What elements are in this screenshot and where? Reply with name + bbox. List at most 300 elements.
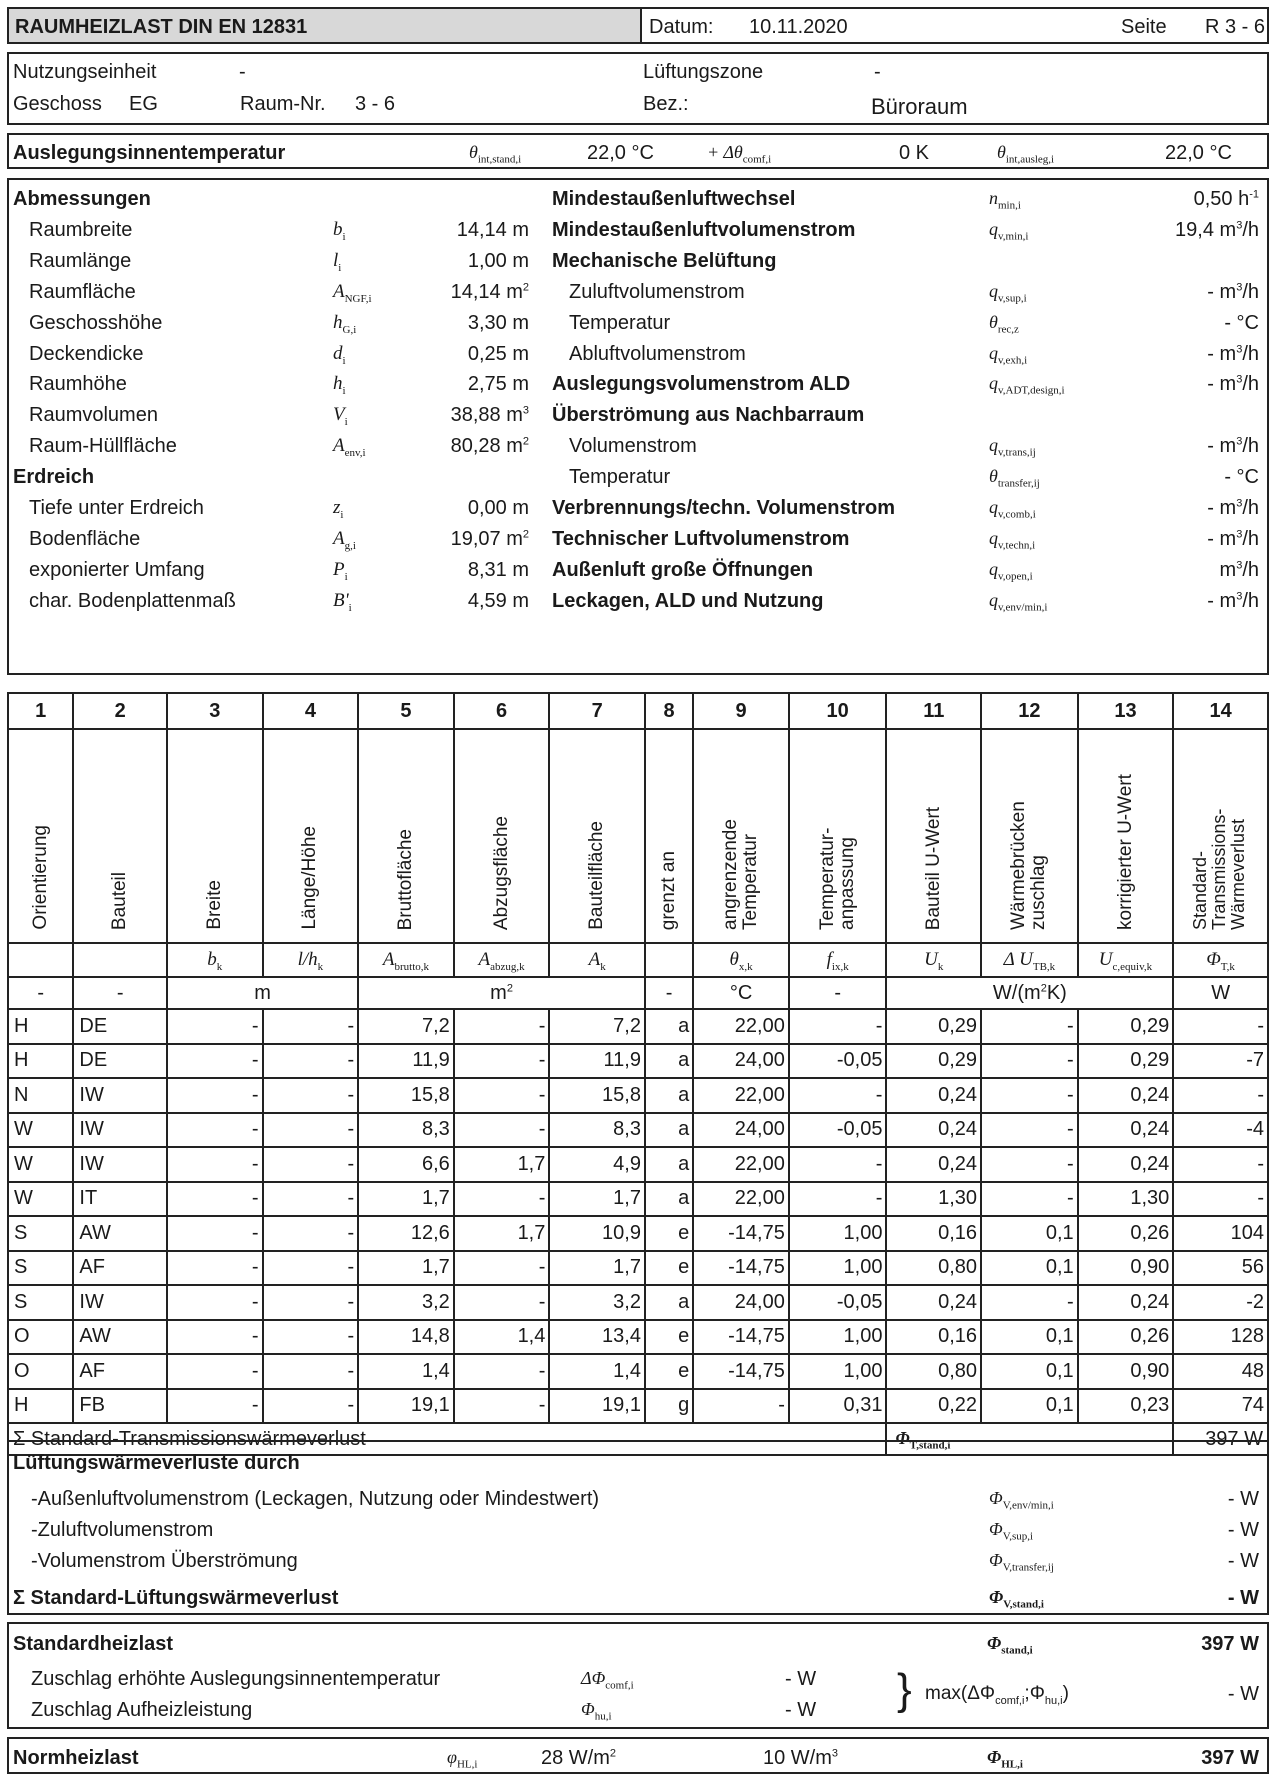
hu-supplement-value: - W <box>785 1699 817 1721</box>
transmission-table <box>7 692 1269 1456</box>
column-title: Bauteil U-Wert <box>886 729 981 943</box>
table-cell: O <box>8 1354 73 1389</box>
ventilation-label: Temperatur <box>569 466 671 488</box>
table-cell: - <box>981 1044 1078 1079</box>
table-cell: S <box>8 1285 73 1320</box>
raum-nr-label: Raum-Nr. <box>240 93 326 115</box>
table-cell: -0,05 <box>789 1285 887 1320</box>
table-cell: 1,00 <box>789 1320 887 1355</box>
table-cell: 0,29 <box>1078 1009 1174 1044</box>
table-cell: - <box>167 1320 263 1355</box>
table-cell: 0,1 <box>981 1389 1078 1424</box>
column-symbol: $U_{c,equiv,k}$ <box>1078 943 1174 977</box>
column-number: 14 <box>1173 693 1268 729</box>
table-cell: - <box>167 1389 263 1424</box>
column-symbol: $A_k$ <box>549 943 645 977</box>
table-cell: 1,7 <box>454 1216 550 1251</box>
ventilation-label: Mindestaußenluftvolumenstrom <box>552 219 856 241</box>
table-cell: 0,29 <box>1078 1044 1174 1079</box>
dimension-label: Raumhöhe <box>29 373 127 395</box>
column-title: Temperatur-anpassung <box>789 729 887 943</box>
brace-icon: } <box>897 1665 912 1714</box>
dimension-symbol: $h_i$ <box>333 373 346 397</box>
table-cell: 0,1 <box>981 1320 1078 1355</box>
table-cell: 11,9 <box>358 1044 454 1079</box>
table-cell: 12,6 <box>358 1216 454 1251</box>
dimension-value: 2,75 m <box>467 373 529 395</box>
table-cell: AF <box>73 1354 167 1389</box>
table-cell: FB <box>73 1389 167 1424</box>
ventilation-loss-label: -Volumenstrom Überströmung <box>31 1550 298 1572</box>
ventilation-sum-value: - W <box>1227 1587 1259 1609</box>
ventilation-label: Auslegungsvolumenstrom ALD <box>552 373 851 395</box>
comf-supplement-symbol: $\Delta\Phi_{comf,i}$ <box>581 1668 634 1692</box>
table-cell: - <box>263 1147 359 1182</box>
ventilation-label: Mechanische Belüftung <box>552 250 777 272</box>
table-cell: - <box>167 1078 263 1113</box>
table-cell: 8,3 <box>358 1113 454 1148</box>
phi-hl-symbol: $\varphi_{HL,i}$ <box>447 1747 478 1771</box>
ventilation-losses-heading: Lüftungswärmeverluste durch <box>13 1452 300 1474</box>
column-symbol-row <box>8 943 1268 977</box>
table-cell: 24,00 <box>693 1113 789 1148</box>
ventilation-value: - $m^3/h$ <box>1207 343 1259 365</box>
ventilation-loss-label: -Außenluftvolumenstrom (Leckagen, Nutzung oder Mindestwert) <box>31 1488 600 1510</box>
dimension-value: 38,88 $m^3$ <box>450 404 529 426</box>
erdreich-heading: Erdreich <box>13 466 95 488</box>
column-title: korrigierter U-Wert <box>1078 729 1174 943</box>
table-cell: - <box>1173 1078 1268 1113</box>
table-cell: -14,75 <box>693 1251 789 1286</box>
dimension-symbol: $d_i$ <box>333 343 346 367</box>
ventilation-value: 19,4 $m^3/h$ <box>1175 219 1259 241</box>
table-cell: - <box>981 1009 1078 1044</box>
table-cell: W <box>8 1113 73 1148</box>
table-cell: - <box>454 1078 550 1113</box>
table-cell: 0,24 <box>886 1078 981 1113</box>
raum-nr-value: 3 - 6 <box>355 93 396 115</box>
dimensions-heading: Abmessungen <box>13 188 151 210</box>
table-cell: 11,9 <box>549 1044 645 1079</box>
table-cell: H <box>8 1044 73 1079</box>
transmission-sum-symbol: $\Phi_{T,stand,i}$ <box>886 1423 1173 1455</box>
table-cell: 128 <box>1173 1320 1268 1355</box>
dimension-value: 80,28 $m^2$ <box>450 435 529 457</box>
page-title: RAUMHEIZLAST DIN EN 12831 <box>15 16 308 38</box>
ventilation-loss-label: -Zuluftvolumenstrom <box>31 1519 214 1541</box>
dimension-value: 14,14 m <box>456 219 529 241</box>
dimension-symbol: $b_i$ <box>333 219 346 243</box>
table-row <box>8 1182 1268 1217</box>
table-cell: 22,00 <box>693 1078 789 1113</box>
table-cell: IW <box>73 1285 167 1320</box>
table-cell: N <box>8 1078 73 1113</box>
table-cell: - <box>167 1147 263 1182</box>
table-cell: - <box>981 1113 1078 1148</box>
ventilation-label: Volumenstrom <box>569 435 697 457</box>
table-cell: 0,24 <box>1078 1147 1174 1182</box>
table-row <box>8 1251 1268 1286</box>
table-cell: 104 <box>1173 1216 1268 1251</box>
table-cell: 19,1 <box>549 1389 645 1424</box>
column-number: 2 <box>73 693 167 729</box>
table-row <box>8 1009 1268 1044</box>
dimension-label: char. Bodenplattenmaß <box>29 590 236 612</box>
table-cell: 6,6 <box>358 1147 454 1182</box>
unit-col2: - <box>73 977 167 1009</box>
table-row <box>8 1389 1268 1424</box>
table-cell: - <box>167 1182 263 1217</box>
table-cell: 56 <box>1173 1251 1268 1286</box>
column-symbol <box>8 943 73 977</box>
column-symbol: $l/h_k$ <box>263 943 359 977</box>
dimensions-box <box>7 178 1269 675</box>
ventilation-value: - $m^3/h$ <box>1207 528 1259 550</box>
column-symbol: Δ $U_{TB,k}$ <box>981 943 1078 977</box>
table-cell: 7,2 <box>358 1009 454 1044</box>
theta-int-stand-value: 22,0 °C <box>587 142 654 164</box>
component-rows <box>8 1009 1268 1423</box>
ventilation-value: - $m^3/h$ <box>1207 373 1259 395</box>
dimension-label: Deckendicke <box>29 343 144 365</box>
ventilation-value: $m^3/h$ <box>1219 559 1259 581</box>
ventilation-label: Zuluftvolumenstrom <box>569 281 745 303</box>
column-number: 6 <box>454 693 550 729</box>
table-cell: - <box>1173 1147 1268 1182</box>
table-cell: 0,26 <box>1078 1320 1174 1355</box>
column-number: 10 <box>789 693 887 729</box>
ventilation-symbol: $\theta_{transfer,ij}$ <box>989 466 1040 490</box>
table-cell: - <box>167 1113 263 1148</box>
table-cell: 0,16 <box>886 1320 981 1355</box>
column-number-row <box>8 693 1268 729</box>
dimension-label: Tiefe unter Erdreich <box>29 497 204 519</box>
unit-col5-7: $m^2$ <box>358 977 645 1009</box>
ventilation-symbol: $q_{v,exh,i}$ <box>989 343 1028 367</box>
table-cell: 0,90 <box>1078 1354 1174 1389</box>
table-cell: - <box>263 1044 359 1079</box>
table-cell: 3,2 <box>358 1285 454 1320</box>
dimension-symbol: $B'_i$ <box>333 590 352 614</box>
column-title: Abzugsfläche <box>454 729 550 943</box>
table-cell: 0,24 <box>886 1285 981 1320</box>
theta-int-ausleg-value: 22,0 °C <box>1165 142 1232 164</box>
column-symbol: $U_k$ <box>886 943 981 977</box>
table-cell: 19,1 <box>358 1389 454 1424</box>
column-title: Bauteilfläche <box>549 729 645 943</box>
table-row <box>8 1113 1268 1148</box>
table-cell: 0,90 <box>1078 1251 1174 1286</box>
table-cell: S <box>8 1251 73 1286</box>
unit-col3-4: m <box>167 977 358 1009</box>
ventilation-symbol: $q_{v,ADT,design,i}$ <box>989 373 1065 397</box>
table-cell: H <box>8 1389 73 1424</box>
table-cell: 22,00 <box>693 1009 789 1044</box>
ventilation-symbol: $q_{v,env/min,i}$ <box>989 590 1048 614</box>
table-cell: 1,00 <box>789 1251 887 1286</box>
table-cell: - <box>263 1216 359 1251</box>
table-cell: a <box>645 1078 693 1113</box>
table-cell: 74 <box>1173 1389 1268 1424</box>
table-cell: W <box>8 1147 73 1182</box>
table-cell: -0,05 <box>789 1044 887 1079</box>
table-cell: 0,1 <box>981 1354 1078 1389</box>
max-expression: $\max(\Delta\Phi_{comf,i};\Phi_{hu,i})$ <box>925 1683 1069 1707</box>
dimension-value: 14,14 $m^2$ <box>450 281 529 303</box>
dimension-value: 1,00 m <box>467 250 529 272</box>
column-title: angrenzende Temperatur <box>693 729 789 943</box>
lueftungszone-value: - <box>874 61 881 83</box>
bez-value: Büroraum <box>871 94 968 119</box>
table-cell: 1,30 <box>1078 1182 1174 1217</box>
norm-load-value: 397 W <box>1201 1747 1259 1769</box>
column-title: Wärmebrücken zuschlag <box>981 729 1078 943</box>
ventilation-value: - °C <box>1224 312 1259 334</box>
table-cell: - <box>263 1285 359 1320</box>
ventilation-symbol: $n_{min,i}$ <box>989 188 1021 212</box>
table-cell: S <box>8 1216 73 1251</box>
table-cell: - <box>454 1251 550 1286</box>
table-cell: -2 <box>1173 1285 1268 1320</box>
hu-supplement-label: Zuschlag Aufheizleistung <box>31 1699 253 1721</box>
table-cell: - <box>981 1147 1078 1182</box>
dimension-label: Raumlänge <box>29 250 132 272</box>
column-symbol <box>645 943 693 977</box>
dimension-symbol: $A_{env,i}$ <box>333 435 366 459</box>
table-cell: 7,2 <box>549 1009 645 1044</box>
column-title: Standard-Transmissions-Wärmeverlust <box>1173 729 1268 943</box>
table-cell: -0,05 <box>789 1113 887 1148</box>
design-temp-label: Auslegungsinnentemperatur <box>13 142 286 164</box>
table-cell: 0,24 <box>886 1147 981 1182</box>
table-cell: e <box>645 1354 693 1389</box>
column-number: 1 <box>8 693 73 729</box>
column-title-row <box>8 729 1268 943</box>
ventilation-label: Leckagen, ALD und Nutzung <box>552 590 824 612</box>
table-cell: - <box>167 1009 263 1044</box>
table-cell: 1,00 <box>789 1354 887 1389</box>
unit-col11-13: $W/(m^2K)$ <box>886 977 1173 1009</box>
table-cell: 0,24 <box>1078 1285 1174 1320</box>
dimension-label: Raum-Hüllfläche <box>29 435 177 457</box>
table-cell: 0,1 <box>981 1251 1078 1286</box>
ventilation-loss-value: - W <box>1227 1488 1259 1510</box>
table-row <box>8 1147 1268 1182</box>
table-row <box>8 1285 1268 1320</box>
ventilation-loss-value: - W <box>1227 1550 1259 1572</box>
standard-load-symbol: $\Phi_{stand,i}$ <box>987 1633 1033 1657</box>
table-cell: 0,24 <box>1078 1078 1174 1113</box>
column-number: 7 <box>549 693 645 729</box>
dimension-label: exponierter Umfang <box>29 559 205 581</box>
max-value: - W <box>1227 1683 1259 1705</box>
ventilation-symbol: $q_{v,techn,i}$ <box>989 528 1036 552</box>
table-cell: a <box>645 1044 693 1079</box>
table-cell: - <box>454 1354 550 1389</box>
nutzungseinheit-value: - <box>239 61 246 83</box>
table-cell: 0,24 <box>1078 1113 1174 1148</box>
date-value: 10.11.2020 <box>749 16 848 38</box>
dimension-label: Bodenfläche <box>29 528 141 550</box>
per-volume-value: 10 $W/m^3$ <box>763 1747 839 1769</box>
delta-theta-comf-value: 0 K <box>899 142 930 164</box>
table-cell: W <box>8 1182 73 1217</box>
table-cell: 14,8 <box>358 1320 454 1355</box>
table-cell: 1,30 <box>886 1182 981 1217</box>
column-title: Länge/Höhe <box>263 729 359 943</box>
ventilation-symbol: $q_{v,open,i}$ <box>989 559 1033 583</box>
unit-col1: - <box>8 977 73 1009</box>
table-cell: e <box>645 1251 693 1286</box>
table-cell: - <box>263 1389 359 1424</box>
ventilation-value: - $m^3/h$ <box>1207 281 1259 303</box>
dimension-label: Raumbreite <box>29 219 133 241</box>
table-cell: - <box>693 1389 789 1424</box>
ventilation-label: Technischer Luftvolumenstrom <box>552 528 850 550</box>
table-cell: - <box>263 1320 359 1355</box>
column-title: Breite <box>167 729 263 943</box>
ventilation-symbol: $q_{v,min,i}$ <box>989 219 1029 243</box>
table-cell: 4,9 <box>549 1147 645 1182</box>
dimension-symbol: $h_{G,i}$ <box>333 312 357 336</box>
date-label: Datum: <box>649 16 714 38</box>
table-cell: a <box>645 1009 693 1044</box>
table-cell: 1,00 <box>789 1216 887 1251</box>
table-cell: a <box>645 1113 693 1148</box>
unit-col14: W <box>1173 977 1268 1009</box>
comf-supplement-value: - W <box>785 1668 817 1690</box>
table-cell: a <box>645 1285 693 1320</box>
table-cell: - <box>167 1251 263 1286</box>
table-cell: e <box>645 1216 693 1251</box>
dimension-symbol: $z_i$ <box>333 497 344 521</box>
ventilation-label: Abluftvolumenstrom <box>569 343 746 365</box>
column-symbol: $A_{abzug,k}$ <box>454 943 550 977</box>
ventilation-value: - °C <box>1224 466 1259 488</box>
table-cell: 15,8 <box>549 1078 645 1113</box>
table-cell: 1,7 <box>358 1182 454 1217</box>
ventilation-losses-box <box>7 1440 1269 1615</box>
table-row <box>8 1044 1268 1079</box>
table-cell: - <box>1173 1182 1268 1217</box>
ventilation-loss-symbol: $\Phi_{V,sup,i}$ <box>989 1519 1034 1543</box>
table-cell: 1,4 <box>358 1354 454 1389</box>
table-cell: - <box>454 1044 550 1079</box>
transmission-sum-value: 397 W <box>1173 1423 1268 1455</box>
table-cell: 13,4 <box>549 1320 645 1355</box>
ventilation-label: Verbrennungs/techn. Volumenstrom <box>552 497 896 519</box>
table-row <box>8 1078 1268 1113</box>
table-cell: - <box>981 1182 1078 1217</box>
table-cell: 22,00 <box>693 1182 789 1217</box>
dimension-label: Raumfläche <box>29 281 136 303</box>
table-cell: AF <box>73 1251 167 1286</box>
dimension-value: 8,31 m <box>467 559 529 581</box>
column-number: 9 <box>693 693 789 729</box>
table-cell: -14,75 <box>693 1354 789 1389</box>
table-cell: IW <box>73 1113 167 1148</box>
table-cell: 24,00 <box>693 1285 789 1320</box>
column-symbol: $\theta_{x,k}$ <box>693 943 789 977</box>
unit-col10: - <box>789 977 887 1009</box>
table-cell: - <box>454 1389 550 1424</box>
table-cell: - <box>263 1182 359 1217</box>
table-cell: - <box>1173 1009 1268 1044</box>
table-cell: 0,22 <box>886 1389 981 1424</box>
standard-load-value: 397 W <box>1201 1633 1259 1655</box>
table-cell: - <box>789 1009 887 1044</box>
table-cell: - <box>454 1285 550 1320</box>
table-cell: 48 <box>1173 1354 1268 1389</box>
column-number: 4 <box>263 693 359 729</box>
unit-col8: - <box>645 977 693 1009</box>
table-cell: O <box>8 1320 73 1355</box>
dimension-symbol: $A_{NGF,i}$ <box>333 281 372 305</box>
table-row <box>8 1354 1268 1389</box>
page-value: R 3 - 6 <box>1205 16 1266 38</box>
table-cell: - <box>454 1113 550 1148</box>
table-cell: 0,31 <box>789 1389 887 1424</box>
column-number: 3 <box>167 693 263 729</box>
theta-int-stand-symbol: $\theta_{int,stand,i}$ <box>469 142 522 166</box>
dimension-label: Geschosshöhe <box>29 312 163 334</box>
table-cell: 1,7 <box>358 1251 454 1286</box>
ventilation-sum-label: Σ Standard-Lüftungswärmeverlust <box>13 1587 339 1609</box>
table-cell: DE <box>73 1009 167 1044</box>
table-cell: - <box>167 1285 263 1320</box>
table-cell: 1,7 <box>549 1182 645 1217</box>
table-cell: 10,9 <box>549 1216 645 1251</box>
dimension-value: 19,07 $m^2$ <box>450 528 529 550</box>
ventilation-label: Temperatur <box>569 312 671 334</box>
table-cell: IW <box>73 1147 167 1182</box>
column-unit-row <box>8 977 1268 1009</box>
dimension-value: 3,30 m <box>467 312 529 334</box>
column-title: Bauteil <box>73 729 167 943</box>
table-cell: 3,2 <box>549 1285 645 1320</box>
table-cell: -14,75 <box>693 1320 789 1355</box>
table-cell: - <box>789 1078 887 1113</box>
table-cell: 0,80 <box>886 1354 981 1389</box>
dimension-symbol: $P_i$ <box>333 559 348 583</box>
table-cell: - <box>981 1285 1078 1320</box>
column-title: Orientierung <box>8 729 73 943</box>
table-cell: H <box>8 1009 73 1044</box>
table-cell: 0,80 <box>886 1251 981 1286</box>
ventilation-loss-symbol: $\Phi_{V,transfer,ij}$ <box>989 1550 1054 1574</box>
theta-int-ausleg-symbol: $\theta_{int,ausleg,i}$ <box>997 142 1055 166</box>
table-cell: AW <box>73 1216 167 1251</box>
column-symbol: $\Phi_{T,k}$ <box>1173 943 1268 977</box>
table-cell: - <box>263 1113 359 1148</box>
table-cell: 1,7 <box>549 1251 645 1286</box>
table-cell: - <box>263 1354 359 1389</box>
dimension-symbol: $V_i$ <box>333 404 348 428</box>
table-cell: - <box>454 1182 550 1217</box>
column-symbol: $A_{brutto,k}$ <box>358 943 454 977</box>
ventilation-loss-value: - W <box>1227 1519 1259 1541</box>
table-cell: IW <box>73 1078 167 1113</box>
unit-col9: °C <box>693 977 789 1009</box>
ventilation-loss-symbol: $\Phi_{V,env/min,i}$ <box>989 1488 1054 1512</box>
table-row <box>8 1216 1268 1251</box>
dimension-value: 4,59 m <box>467 590 529 612</box>
dimension-symbol: $A_{g,i}$ <box>333 528 356 552</box>
table-cell: IT <box>73 1182 167 1217</box>
table-cell: - <box>167 1044 263 1079</box>
table-cell: - <box>263 1009 359 1044</box>
standard-load-label: Standardheizlast <box>13 1633 174 1655</box>
